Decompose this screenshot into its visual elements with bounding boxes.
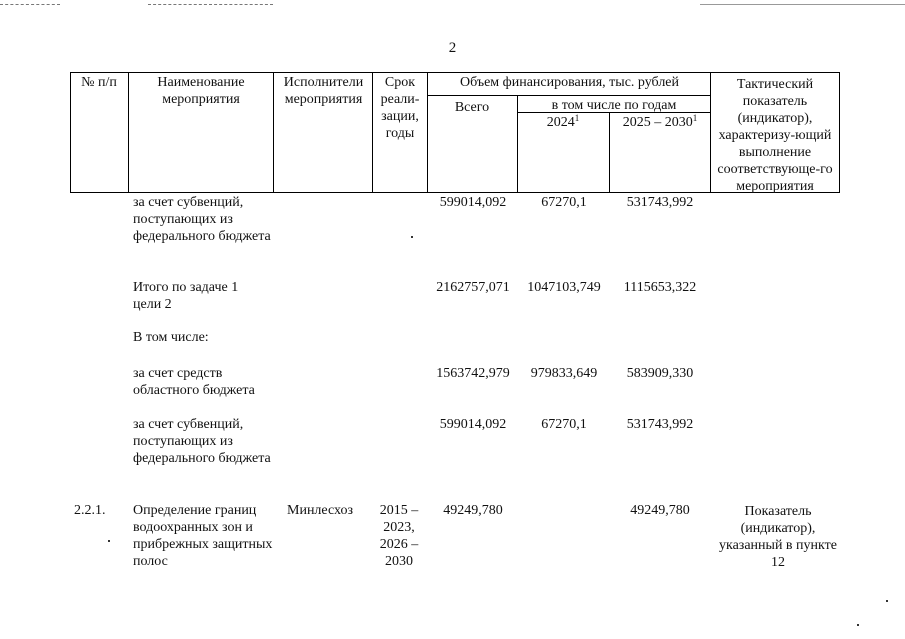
- header-finance: Объем финансирования, тыс. рублей: [459, 75, 680, 90]
- header-2025-2030: 2025 – 2030$^1$: [622, 113, 698, 130]
- page-number: 2: [448, 40, 457, 56]
- header-by-years: в том числе по годам: [551, 98, 677, 113]
- scan-edge-line: [148, 4, 273, 5]
- row-total: 2162757,071: [436, 280, 510, 295]
- scan-speck: [857, 624, 859, 626]
- header-total: Всего: [454, 100, 490, 115]
- row-total: 49249,780: [443, 503, 503, 518]
- row-total: 599014,092: [439, 417, 507, 432]
- row-total: 599014,092: [439, 195, 507, 210]
- row-2024: 67270,1: [541, 195, 587, 210]
- row-executor: Минлесхоз: [287, 503, 354, 518]
- table-header: [70, 72, 840, 193]
- row-2025-2030: 531743,992: [626, 417, 694, 432]
- header-term: Срок реали-зации, годы: [380, 75, 420, 141]
- scan-speck: [108, 540, 110, 542]
- row-2024: 979833,649: [530, 366, 598, 381]
- row-2024: 1047103,749: [527, 280, 601, 295]
- header-indicator: Тактический показатель (индикатор), характеризу-ющий выполнение соответствующе-го мероприятия: [717, 77, 833, 194]
- row-2024: 67270,1: [541, 417, 587, 432]
- row-name: за счет субвенций, поступающих из федерального бюджета: [133, 417, 271, 466]
- row-2025-2030: 49249,780: [630, 503, 690, 518]
- row-name: Определение границ водоохранных зон и прибрежных защитных полос: [133, 503, 273, 569]
- row-2025-2030: 583909,330: [626, 366, 694, 381]
- header-2024: 2024$^1$: [546, 113, 580, 130]
- footnote-mark: 1: [692, 113, 698, 123]
- footnote-mark: 1: [574, 113, 580, 123]
- header-number: № п/п: [81, 75, 117, 90]
- row-name: за счет средств областного бюджета: [133, 366, 255, 398]
- row-number: 2.2.1.: [74, 503, 106, 518]
- row-total: 1563742,979: [436, 366, 510, 381]
- header-executor: Исполнители мероприятия: [283, 75, 364, 107]
- scan-edge-line: [700, 4, 905, 5]
- row-name: Итого по задаче 1 цели 2: [133, 280, 239, 312]
- row-name: В том числе:: [133, 330, 209, 345]
- row-indicator: Показатель (индикатор), указанный в пункте 12: [719, 504, 837, 570]
- row-2025-2030: 1115653,322: [623, 280, 697, 295]
- header-name: Наименование мероприятия: [157, 75, 245, 107]
- scan-edge-line: [0, 4, 60, 5]
- scan-speck: [886, 600, 888, 602]
- row-name: за счет субвенций, поступающих из федерального бюджета: [133, 195, 271, 244]
- row-term: 2015 – 2023, 2026 – 2030: [379, 503, 419, 569]
- scan-speck: [411, 236, 413, 238]
- row-2025-2030: 531743,992: [626, 195, 694, 210]
